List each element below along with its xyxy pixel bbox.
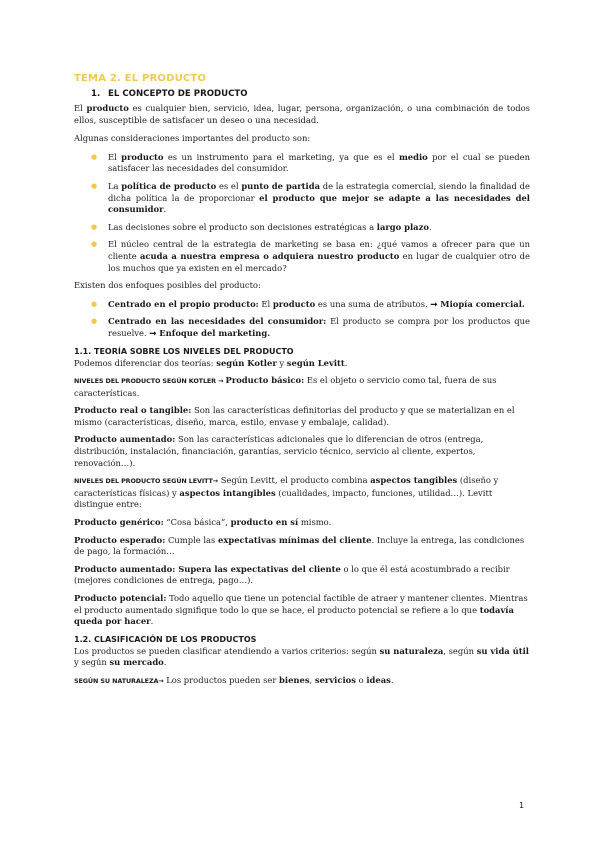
bold-run: producto: [121, 151, 164, 162]
text-run: mismo.: [298, 517, 332, 528]
text-run: Son las características definitorias del producto y que se materializan en el mismo (características, diseño, marca, estilo, envase y embalaje, calidad).: [74, 405, 515, 427]
section-title: EL CONCEPTO DE PRODUCTO: [108, 89, 248, 99]
list-item: [74, 239, 530, 274]
text-run: Son las características adicionales que lo diferencian de otros (entrega, distribución, instalación, financiación, garantías, servicio técnico, servicio al cliente, expertos, renovación…).: [74, 434, 484, 468]
text-run: .: [390, 674, 394, 685]
text-run: .: [163, 204, 167, 215]
bold-run: ➞ Enfoque del marketing.: [149, 327, 271, 338]
expected-product-paragraph: [74, 535, 530, 558]
text-run: es el: [216, 180, 242, 191]
bold-run: su naturaleza: [379, 645, 444, 656]
augmented-product-2-paragraph: [74, 564, 530, 587]
bold-run: bienes: [279, 674, 310, 685]
bullet-icon: ●: [91, 317, 98, 326]
kotler-paragraph: [74, 375, 530, 399]
considerations-list: [74, 152, 530, 274]
bold-run: medio: [398, 151, 428, 162]
text-run: Podemos diferenciar dos teorías:: [74, 357, 217, 368]
bold-run: Producto esperado:: [74, 534, 166, 545]
text-run: Los productos pueden ser: [163, 674, 280, 685]
text-run: es un instrumento para el marketing, ya que es el: [163, 151, 399, 162]
text-run: .: [344, 357, 348, 368]
text-run: .: [428, 221, 432, 232]
text-run: en lugar de cualquier otro de los muchos que ya existen en el mercado?: [108, 250, 530, 273]
caps-label: NIVELES DEL PRODUCTO SEGÚN LEVITT→: [74, 477, 219, 486]
text-run: (diseño y características físicas) y: [74, 475, 499, 498]
bold-run: ➞ Miopía comercial.: [430, 298, 525, 309]
document-content: [74, 73, 530, 688]
text-run: Las decisiones sobre el producto son decisiones estratégicas a: [108, 221, 377, 232]
bold-run: servicios: [314, 674, 356, 685]
bold-run: producto: [272, 298, 316, 309]
bold-run: acuda a nuestra empresa o adquiera nuestro producto: [139, 250, 400, 261]
caps-label: SEGÚN SU NATURALEZA→: [74, 676, 164, 685]
text-run: o: [355, 674, 367, 685]
classification-lead: [74, 646, 530, 669]
bold-run: Producto genérico:: [74, 517, 164, 528]
bold-run: aspectos intangibles: [179, 487, 276, 498]
text-run: El producto se compra por los productos que resuelve.: [108, 316, 530, 338]
bold-run: Producto aumentado:: [74, 434, 176, 445]
text-run: es una suma de atributos.: [315, 298, 431, 309]
approaches-list: [74, 299, 530, 340]
text-run: El: [108, 151, 122, 162]
bold-run: punto de partida: [241, 180, 320, 191]
text-run: por el cual se pueden satisfacer las necesidades del consumidor.: [108, 151, 530, 174]
text-run: y: [276, 357, 287, 368]
bold-run: Producto potencial:: [74, 593, 167, 603]
text-run: de la estrategia comercial, siendo la finalidad de dicha política la de proporcionar: [108, 180, 530, 203]
text-run: “Cosa básica”,: [163, 517, 231, 528]
bullet-icon: ●: [91, 181, 98, 190]
subsection-heading: 1.1. TEORÍA SOBRE LOS NIVELES DEL PRODUCTO: [74, 346, 294, 356]
bold-run: política de producto: [121, 180, 217, 191]
list-item: [74, 222, 530, 234]
bold-run: Centrado en el propio producto:: [108, 298, 259, 309]
bullet-icon: ●: [91, 299, 98, 308]
text-run: .: [163, 657, 167, 668]
text-run: . Incluye la entrega, las condiciones de pago, la formación…: [74, 534, 525, 557]
bold-run: según Levitt: [286, 357, 345, 368]
list-item: [74, 299, 530, 311]
bullet-icon: ●: [91, 152, 98, 161]
text-run: Cumple las: [165, 534, 219, 545]
nature-paragraph: [74, 675, 530, 688]
considerations-lead: Algunas consideraciones importantes del producto son:: [74, 133, 311, 144]
bullet-icon: ●: [91, 222, 98, 231]
text-run: o lo que él está acostumbrado a recibir (mejores condiciones de entrega, pago…).: [74, 563, 510, 586]
text-run: Todo aquello que tiene un potencial factible de atraer y mantener clientes. Mientras el producto aumentado signifique todo lo que se hace, el producto potencial se refiere a lo que: [74, 593, 528, 615]
intro-paragraph: [74, 103, 530, 126]
list-item: [74, 152, 530, 175]
bold-run: Centrado en las necesidades del consumidor:: [108, 316, 327, 327]
text-run: El: [258, 298, 273, 309]
text-run: y según: [74, 657, 110, 668]
generic-product-paragraph: [74, 517, 530, 529]
bold-run: el producto que mejor se adapte a las necesidades del consumidor: [108, 192, 530, 215]
bold-run: expectativas mínimas del cliente: [218, 534, 372, 545]
levitt-paragraph: [74, 475, 530, 511]
page-title: TEMA 2. EL PRODUCTO: [74, 73, 207, 84]
bold-run: todavía queda por hacer: [74, 604, 514, 627]
potential-product-paragraph: [74, 593, 530, 628]
bold-run: Producto aumentado: Supera las expectativas del cliente: [74, 563, 341, 574]
bold-run: su mercado: [109, 657, 164, 668]
list-item: [74, 181, 530, 216]
bold-run: ideas: [366, 674, 391, 685]
bold-run: Producto real o tangible:: [74, 405, 192, 416]
section-heading: [91, 89, 530, 103]
subsection-heading: 1.2. CLASIFICACIÓN DE LOS PRODUCTOS: [74, 634, 257, 644]
bullet-icon: ●: [91, 240, 98, 249]
text-run: , según: [443, 645, 477, 656]
text-run: Los productos se pueden clasificar atendiendo a varios criterios: según: [74, 645, 380, 656]
augmented-product-paragraph: [74, 434, 530, 469]
page-number: 1: [519, 801, 525, 810]
bold-run: largo plazo: [376, 221, 429, 232]
text-run: ,: [309, 674, 315, 685]
bold-run: Producto básico:: [225, 375, 305, 386]
caps-label: NIVELES DEL PRODUCTO SEGÚN KOTLER →: [74, 377, 226, 386]
approaches-lead: Existen dos enfoques posibles del producto:: [74, 280, 261, 291]
text-run: Según Levitt, el producto combina: [218, 475, 371, 486]
section-number: 1.: [91, 89, 101, 99]
text-run: (cualidades, impacto, funciones, utilidad…). Levitt distingue entre:: [74, 487, 493, 510]
bold-run: aspectos tangibles: [370, 475, 458, 486]
text-run: El núcleo central de la estrategia de marketing se basa en: ¿qué vamos a ofrecer para que un cliente: [108, 239, 530, 261]
text-run: .: [150, 616, 154, 627]
bold-run: su vida útil: [476, 645, 529, 656]
real-product-paragraph: [74, 405, 530, 428]
bold-run: producto en sí: [230, 517, 299, 528]
bold-run: producto: [86, 103, 129, 113]
theories-lead: [74, 358, 530, 370]
bold-run: según Kotler: [216, 357, 277, 368]
text-run: La: [108, 180, 122, 191]
list-item: [74, 316, 530, 339]
text-run: Es el objeto o servicio como tal, fuera de sus características.: [74, 375, 497, 398]
text-run: es cualquier bien, servicio, idea, lugar, persona, organización, o una combinación de todos ellos, susceptible de satisfacer un deseo o una necesidad.: [74, 103, 530, 125]
text-run: El: [74, 103, 87, 113]
